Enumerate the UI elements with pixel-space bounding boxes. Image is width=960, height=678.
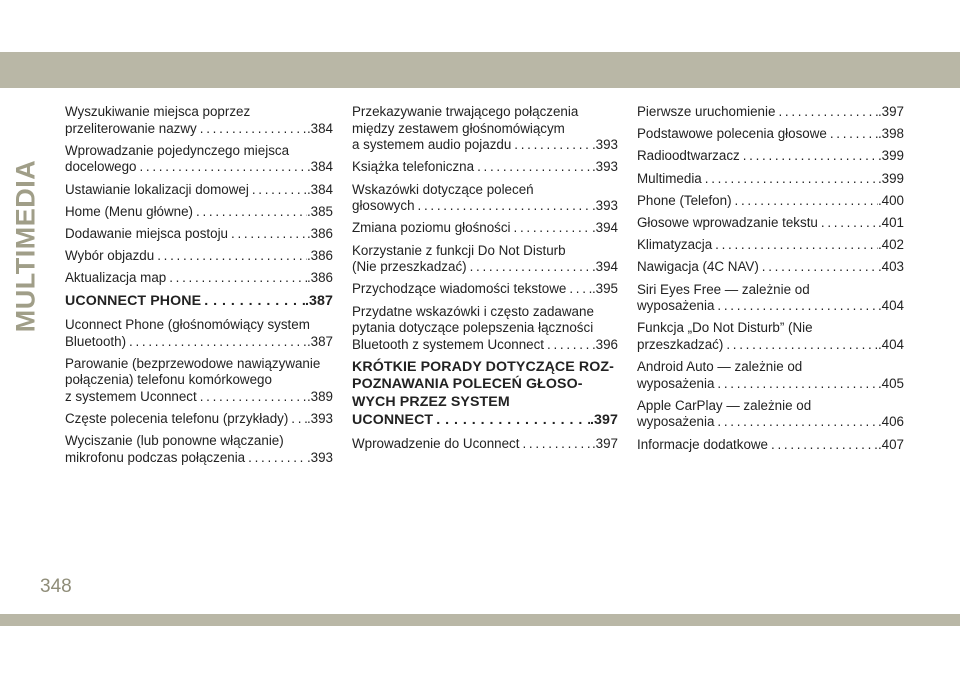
toc-entry-text: Radioodtwarzacz xyxy=(637,148,740,164)
toc-entry-text: Książka telefoniczna xyxy=(352,159,475,175)
toc-page-number: .393 xyxy=(591,159,618,175)
toc-entry[interactable] xyxy=(352,159,618,176)
toc-page-number: .398 xyxy=(877,126,904,142)
toc-page-number: .384 xyxy=(306,159,333,175)
toc-entry-text: głosowych xyxy=(352,198,415,214)
toc-entry-line xyxy=(65,226,333,243)
toc-entry-line xyxy=(65,334,333,351)
toc-entry-text: Przychodzące wiadomości tekstowe xyxy=(352,281,567,297)
toc-entry[interactable] xyxy=(637,437,904,454)
toc-page-number: .399 xyxy=(877,148,904,164)
toc-section-heading[interactable] xyxy=(352,359,618,429)
dot-leader xyxy=(732,193,878,210)
toc-entry-line xyxy=(637,376,904,393)
toc-entry[interactable] xyxy=(637,398,904,431)
toc-entry-line xyxy=(352,436,618,453)
toc-page-number: .396 xyxy=(591,336,618,352)
dot-leader xyxy=(566,281,592,298)
toc-entry-text: Wskazówki dotyczące poleceń xyxy=(352,181,534,197)
toc-page-number: .387 xyxy=(304,292,333,309)
toc-entry-text: Głosowe wprowadzanie tekstu xyxy=(637,214,818,230)
toc-page-number: .389 xyxy=(306,389,333,405)
toc-page-number: .393 xyxy=(591,137,618,153)
dot-leader xyxy=(467,259,592,276)
dot-leader xyxy=(126,334,307,351)
toc-entry-text: pytania dotyczące polepszenia łączności xyxy=(352,320,594,336)
toc-page-number: .405 xyxy=(877,375,904,391)
toc-entry[interactable] xyxy=(637,215,904,232)
toc-entry-text: Phone (Telefon) xyxy=(637,192,732,208)
toc-entry-line xyxy=(637,148,904,165)
toc-entry-text: KRÓTKIE PORADY DOTYCZĄCE ROZ- xyxy=(352,358,614,375)
toc-page-number: .397 xyxy=(591,436,618,452)
toc-entry[interactable] xyxy=(637,148,904,165)
toc-entry-text: przeszkadzać) xyxy=(637,336,724,352)
toc-entry-line xyxy=(637,437,904,454)
toc-entry[interactable] xyxy=(65,204,333,221)
toc-page-number: .386 xyxy=(306,248,333,264)
toc-entry-text: Zmiana poziomu głośności xyxy=(352,220,511,236)
toc-entry-text: Wybór objazdu xyxy=(65,248,155,264)
toc-entry[interactable] xyxy=(352,104,618,154)
toc-entry-line xyxy=(65,204,333,221)
toc-entry-line xyxy=(637,215,904,232)
toc-entry-text: UCONNECT PHONE xyxy=(65,292,202,309)
toc-entry-text: przeliterowanie nazwy xyxy=(65,120,197,136)
toc-entry-text: Siri Eyes Free — zależnie od xyxy=(637,281,810,297)
toc-entry-line xyxy=(65,293,333,311)
toc-entry-line xyxy=(352,137,618,154)
toc-entry-line xyxy=(637,298,904,315)
dot-leader xyxy=(702,171,878,188)
toc-entry-line xyxy=(352,159,618,176)
toc-entry[interactable] xyxy=(637,193,904,210)
dot-leader xyxy=(818,215,878,232)
toc-entry-line xyxy=(65,270,333,287)
toc-entry[interactable] xyxy=(352,281,618,298)
toc-page-number: .393 xyxy=(591,198,618,214)
toc-entry-text: Wprowadzanie pojedynczego miejsca xyxy=(65,142,290,158)
toc-entry-text: a systemem audio pojazdu xyxy=(352,137,512,153)
dot-leader xyxy=(723,337,878,354)
toc-entry-line xyxy=(352,412,618,430)
toc-page-number: .403 xyxy=(877,259,904,275)
toc-page-number: .402 xyxy=(877,237,904,253)
toc-entry[interactable] xyxy=(637,359,904,392)
toc-entry[interactable] xyxy=(352,220,618,237)
dot-leader xyxy=(288,411,307,428)
dot-leader xyxy=(154,248,307,265)
toc-entry-text: Klimatyzacja xyxy=(637,237,713,253)
dot-leader xyxy=(197,121,307,138)
toc-entry-text: Wprowadzenie do Uconnect xyxy=(352,436,520,452)
toc-entry-line xyxy=(637,337,904,354)
toc-entry-line xyxy=(637,414,904,431)
toc-entry[interactable] xyxy=(352,436,618,453)
toc-column-1 xyxy=(65,104,333,472)
toc-entry-line xyxy=(352,198,618,215)
dot-leader xyxy=(768,437,878,454)
dot-leader xyxy=(714,376,878,393)
dot-leader xyxy=(245,450,307,467)
footer-band xyxy=(0,614,960,626)
toc-entry-text: Apple CarPlay — zależnie od xyxy=(637,397,812,413)
toc-entry-text: z systemem Uconnect xyxy=(65,389,197,405)
dot-leader xyxy=(201,293,305,311)
toc-page-number: .395 xyxy=(591,281,618,297)
toc-page-number: .401 xyxy=(877,214,904,230)
toc-page-number: .407 xyxy=(877,436,904,452)
toc-entry-text: POZNAWANIA POLECEŃ GŁOSO- xyxy=(352,376,583,393)
toc-entry-line xyxy=(352,220,618,237)
toc-page-number: .404 xyxy=(877,336,904,352)
toc-entry-text: Parowanie (bezprzewodowe nawiązywanie xyxy=(65,355,321,371)
toc-column-2 xyxy=(352,104,618,458)
dot-leader xyxy=(740,148,878,165)
dot-leader xyxy=(511,137,592,154)
toc-entry-line xyxy=(65,182,333,199)
toc-entry-line xyxy=(352,337,618,354)
dot-leader xyxy=(714,298,878,315)
toc-page-number: .385 xyxy=(306,203,333,219)
dot-leader xyxy=(433,412,590,430)
toc-entry-text: wyposażenia xyxy=(637,375,715,391)
toc-entry-text: Wyszukiwanie miejsca poprzez xyxy=(65,104,251,119)
toc-entry-text: wyposażenia xyxy=(637,414,715,430)
dot-leader xyxy=(228,226,307,243)
toc-entry-text: WYCH PRZEZ SYSTEM xyxy=(352,394,510,411)
toc-page-number: .384 xyxy=(306,120,333,136)
toc-entry-line xyxy=(637,171,904,188)
toc-entry-text: wyposażenia xyxy=(637,298,715,314)
dot-leader xyxy=(193,204,307,221)
dot-leader xyxy=(775,104,878,121)
toc-entry-line xyxy=(637,237,904,254)
toc-page-number: .393 xyxy=(306,450,333,466)
toc-entry-text: Przekazywanie trwającego połączenia xyxy=(352,104,579,119)
toc-page-number: .386 xyxy=(306,225,333,241)
toc-entry-line xyxy=(65,159,333,176)
toc-entry-text: Podstawowe polecenia głosowe xyxy=(637,126,827,142)
toc-entry-text: Informacje dodatkowe xyxy=(637,436,769,452)
toc-section-heading[interactable] xyxy=(65,293,333,311)
toc-page-number: .404 xyxy=(877,298,904,314)
toc-entry-text: (Nie przeszkadzać) xyxy=(352,259,467,275)
toc-entry-text: Funkcja „Do Not Disturb” (Nie xyxy=(637,320,813,336)
toc-entry[interactable] xyxy=(65,270,333,287)
toc-entry[interactable] xyxy=(637,126,904,143)
toc-entry-text: Częste polecenia telefonu (przykłady) xyxy=(65,411,289,427)
toc-entry-line xyxy=(637,193,904,210)
toc-page-number: .394 xyxy=(591,259,618,275)
page-number: 348 xyxy=(40,576,72,597)
dot-leader xyxy=(415,198,592,215)
dot-leader xyxy=(827,126,878,143)
toc-entry-text: Ustawianie lokalizacji domowej xyxy=(65,181,249,197)
toc-entry-text: Aktualizacja map xyxy=(65,270,167,286)
toc-entry[interactable] xyxy=(65,411,333,428)
toc-entry[interactable] xyxy=(352,243,618,276)
toc-entry-text: Bluetooth) xyxy=(65,333,127,349)
toc-entry-text: Android Auto — zależnie od xyxy=(637,359,803,375)
toc-page-number: .386 xyxy=(306,270,333,286)
dot-leader xyxy=(197,389,307,406)
dot-leader xyxy=(136,159,306,176)
toc-entry-line xyxy=(65,411,333,428)
toc-entry[interactable] xyxy=(65,433,333,466)
dot-leader xyxy=(474,159,592,176)
dot-leader xyxy=(166,270,307,287)
toc-entry-line xyxy=(65,248,333,265)
toc-entry-text: połączenia) telefonu komórkowego xyxy=(65,372,272,388)
toc-entry[interactable] xyxy=(352,182,618,215)
toc-page-number: .397 xyxy=(589,411,618,428)
toc-page-number: .387 xyxy=(306,333,333,349)
toc-page-number: .397 xyxy=(877,104,904,119)
toc-entry[interactable] xyxy=(352,304,618,354)
toc-page-number: .400 xyxy=(877,192,904,208)
toc-entry-line xyxy=(637,259,904,276)
toc-entry-text: Przydatne wskazówki i często zadawane xyxy=(352,303,594,319)
toc-entry-line xyxy=(637,126,904,143)
toc-entry[interactable] xyxy=(637,171,904,188)
toc-entry[interactable] xyxy=(65,356,333,406)
toc-entry-text: Wyciszanie (lub ponowne włączanie) xyxy=(65,433,284,449)
dot-leader xyxy=(712,237,878,254)
toc-entry-text: UCONNECT xyxy=(352,411,434,428)
toc-entry-line xyxy=(352,281,618,298)
dot-leader xyxy=(714,414,878,431)
toc-entry-line xyxy=(352,259,618,276)
toc-entry-line xyxy=(637,104,904,121)
toc-page-number: .393 xyxy=(306,411,333,427)
toc-entry-text: docelowego xyxy=(65,159,137,175)
toc-entry[interactable] xyxy=(65,104,333,137)
toc-entry-text: Uconnect Phone (głośnomówiący system xyxy=(65,317,310,333)
toc-entry[interactable] xyxy=(65,143,333,176)
toc-entry[interactable] xyxy=(637,237,904,254)
toc-entry-text: Home (Menu główne) xyxy=(65,203,194,219)
toc-entry-text: Nawigacja (4C NAV) xyxy=(637,259,759,275)
toc-entry[interactable] xyxy=(637,259,904,276)
dot-leader xyxy=(759,259,878,276)
toc-entry-text: Korzystanie z funkcji Do Not Disturb xyxy=(352,242,566,258)
dot-leader xyxy=(519,436,591,453)
toc-column-3 xyxy=(637,104,904,459)
toc-entry[interactable] xyxy=(637,104,904,121)
toc-entry[interactable] xyxy=(65,248,333,265)
toc-entry[interactable] xyxy=(65,182,333,199)
dot-leader xyxy=(249,182,307,199)
toc-entry-text: Multimedia xyxy=(637,170,702,186)
toc-entry-line xyxy=(65,389,333,406)
toc-entry-line xyxy=(65,121,333,138)
toc-entry-line xyxy=(65,450,333,467)
toc-page-number: .406 xyxy=(877,414,904,430)
toc-page-number: .399 xyxy=(877,170,904,186)
toc-entry[interactable] xyxy=(65,317,333,350)
header-band xyxy=(0,52,960,88)
toc-page-number: .394 xyxy=(591,220,618,236)
toc-entry-text: między zestawem głośnomówiącym xyxy=(352,120,565,136)
toc-entry[interactable] xyxy=(65,226,333,243)
toc-entry-text: Dodawanie miejsca postoju xyxy=(65,225,229,241)
dot-leader xyxy=(511,220,592,237)
dot-leader xyxy=(544,337,592,354)
toc-entry[interactable] xyxy=(637,320,904,353)
toc-entry-text: mikrofonu podczas połączenia xyxy=(65,450,246,466)
toc-entry[interactable] xyxy=(637,282,904,315)
section-tab-label: MULTIMEDIA xyxy=(10,159,41,333)
toc-entry-text: Bluetooth z systemem Uconnect xyxy=(352,336,545,352)
toc-entry-text: Pierwsze uruchomienie xyxy=(637,104,776,119)
toc-page-number: .384 xyxy=(306,181,333,197)
